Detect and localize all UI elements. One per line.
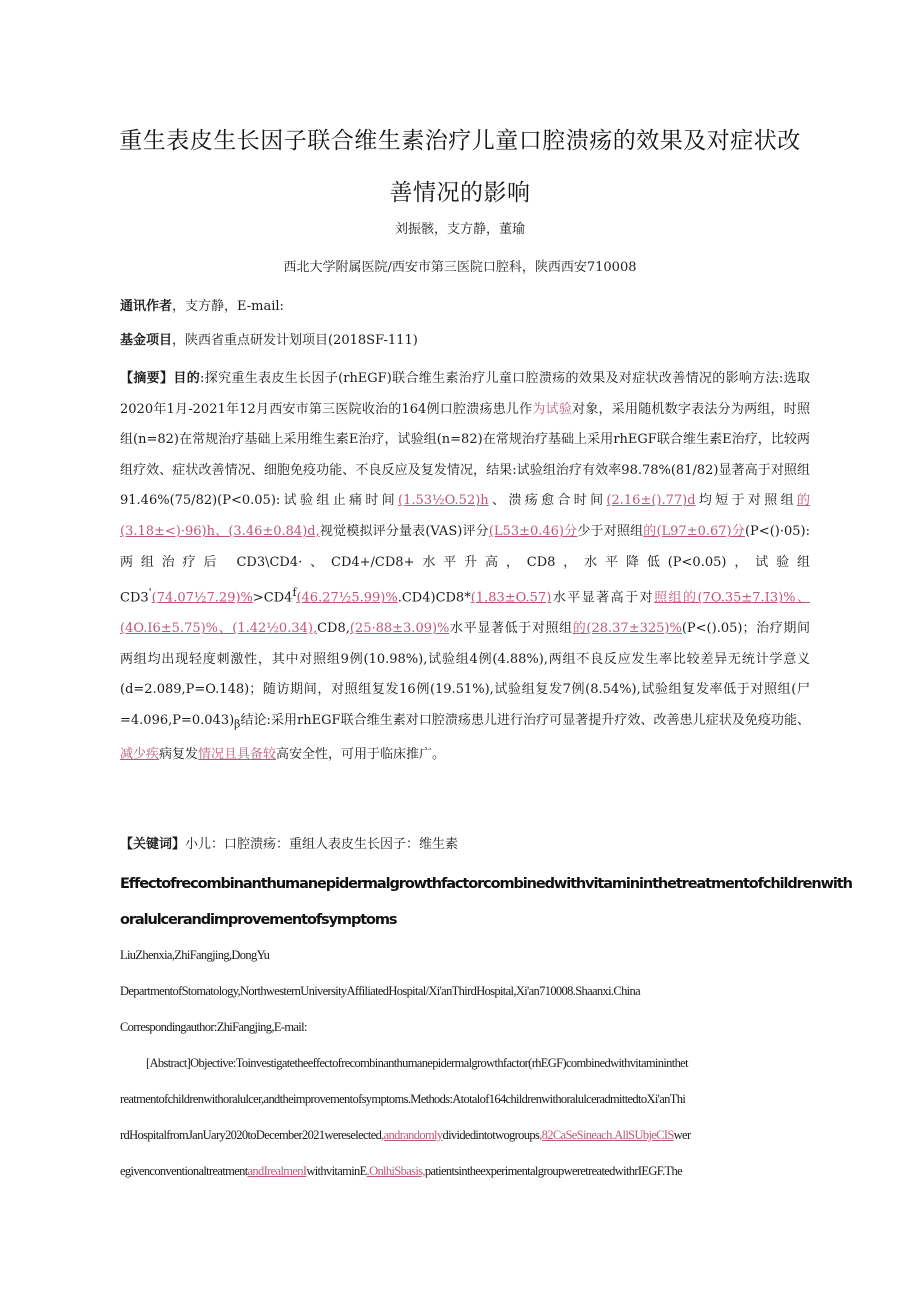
abstract-text: 视觉模拟评分量表(VAS)评分 (319, 523, 489, 539)
author-list: 刘振骸，支方静，董瑜 (394, 222, 525, 237)
abstract-chinese (120, 364, 810, 771)
abstract-text: EGF.The (641, 1164, 683, 1178)
highlight-text: 照组的(7O.35±7.I3)%、(4O.I6±5.75)%、(1.42½0.34), (120, 590, 810, 637)
highlight-text: (2.16±().77)d (606, 493, 696, 509)
english-abstract-line-4 (120, 1164, 810, 1179)
abstract-text: 高安全性，可用于临床推广。 (276, 747, 446, 763)
highlight-text: (1.53½O.52)h (398, 493, 489, 509)
abstract-text: 对象，采用随机数字表法分为两组，时照组(n=82)在常规治疗基础上采用维生素E治疗，试验组(n=82)在常规治疗基础上采用rhEGF联合维生素E治疗，比较两组疗效、症状改善情况、细胞免疫功能、不良反应及复发情况，结果:试验组治疗有效率98.78%(81/82)显著高于对照组91.46%(75/82)(P<0.05):试验组止痛时间 (120, 401, 810, 509)
highlight-text: andIrealmenI (247, 1164, 307, 1178)
abstract-text: 水平显著低于对照组 (449, 621, 573, 637)
abstract-text: 病复发 (159, 747, 199, 763)
abstract-text: .CD4)CD8* (397, 590, 471, 606)
abstract-subscript: β (234, 717, 241, 731)
abstract-text: wer (673, 1128, 691, 1142)
highlight-text: ,82CaSeSineach.AllSUbjeCIS (539, 1128, 674, 1142)
english-abstract-line-1: [Abstract]Objective:Toinvestigatetheeffectofrecombinanthumanepidermalgrowthfactor(rhEGF)combinedwithvitamininthet (146, 1056, 688, 1070)
keywords-text: 小儿：口腔溃疡：重组人表皮生长因子：维生素 (185, 837, 459, 852)
abstract-text: patientsintheexperimentalgroupweretreatedwithrI (424, 1164, 642, 1178)
abstract-text: 水平显著高于对 (551, 590, 655, 606)
english-title-line-2: oralulcerandimprovementofsymptoms (120, 912, 397, 928)
abstract-text: 少于对照组 (577, 523, 644, 539)
highlight-text: 减少疾 (120, 747, 160, 763)
funding-text: ，陕西省重点研发计划项目(2018SF-111) (172, 333, 418, 348)
english-corresponding: Correspondingauthor:ZhiFangjing,E-mail: (120, 1020, 307, 1034)
highlight-text: 为试验 (532, 401, 573, 417)
funding-label: 基金项目 (120, 333, 173, 348)
keywords (120, 835, 810, 855)
abstract-text: withvitaminE (306, 1164, 367, 1178)
abstract-text: (P<().05)；治疗期间两组均出现轻度刺激性，其中对照组9例(10.98%),试验组4例(4.88%),两组不良反应发生率比较差异无统计学意义(d=2.089,P=O.148)；随访期间，对照组复发16例(19.51%),试验组复发7例(8.54%),试验组复发率低于对照组(尸=4.096,P=0.043) (120, 621, 810, 728)
abstract-text: 、溃疡愈合时间 (488, 493, 607, 509)
english-authors: LiuZhenxia,ZhiFangjing,DongYu (120, 948, 270, 962)
abstract-text: CD8, (317, 621, 350, 637)
abstract-text: :探究重生表皮生长因子(rhEGF)联合维生素治疗儿童口腔溃疡的效果及对症状改善情况的影响方法:选取2020年1月-2021年12月西安市第三医院收治的164例口腔溃疡患儿作 (120, 371, 810, 417)
keywords-label: 【关键词】 (120, 837, 186, 852)
highlight-text: (46.27½5.99)% (296, 590, 398, 606)
english-title-line-1: Effectofrecombinanthumanepidermalgrowthfactorcombinedwithvitamininthetreatmentofchildrenwith (120, 876, 852, 892)
corresponding-author (120, 297, 810, 317)
abstract-superscript: ' (148, 586, 152, 600)
abstract-text: egivenconventionaltreatment (120, 1164, 248, 1178)
highlight-text: .OnlhiSbasis, (366, 1164, 425, 1178)
abstract-text: 均短于对照组 (695, 493, 797, 509)
abstract-label: 【摘要】目的 (120, 371, 201, 386)
funding (120, 331, 810, 351)
corresponding-text: ，支方静，E-mail: (172, 299, 284, 314)
highlight-text: 的(28.37±325)% (572, 621, 682, 637)
affiliation: 西北大学附属医院/西安市第三医院口腔科，陕西西安710008 (283, 260, 637, 275)
highlight-text: 的(L97±0.67)分 (643, 523, 745, 539)
english-abstract-line-3 (120, 1128, 810, 1143)
corresponding-label: 通讯作者 (120, 299, 173, 314)
abstract-text: 结论:采用rhEGF联合维生素对口腔溃疡患儿进行治疗可显著提升疗效、改善患儿症状及免疫功能、 (240, 712, 810, 728)
paper-title-line-2: 善情况的影响 (389, 180, 531, 206)
abstract-text: (P<()·05):两组治疗后 CD3\CD4·、CD4+/CD8+水平升高，CD8，水平降低(P<0.05)，试验组CD3 (120, 523, 810, 606)
highlight-text: (25·88±3.09)% (349, 621, 450, 637)
highlight-text: ,andrandomly (381, 1128, 443, 1142)
abstract-text: >CD4 (252, 590, 293, 606)
english-abstract-line-2: reatmentofchildrenwithoralulcer,andtheimprovementofsymptoms.Methods:Atotalof164childrenwithoralulceradmittedtoXi'anThi (120, 1092, 686, 1106)
abstract-text: dividedintotwogroups (442, 1128, 540, 1142)
highlight-text: (L53±0.46)分 (488, 523, 578, 539)
highlight-text: (1.83±O.57) (470, 590, 552, 606)
english-affiliation: DepartmentofStomatology,NorthwesternUniversityAffiliatedHospital/Xi'anThirdHospital,Xi'an710008.Shaanxi.China (120, 984, 641, 998)
highlight-text: 的(3.18±<)·96)h、(3.46±0.84)d, (120, 493, 810, 539)
highlight-text: (74.07½7.29)% (151, 590, 253, 606)
paper-title-line-1: 重生表皮生长因子联合维生素治疗儿童口腔溃疡的效果及对症状改 (119, 128, 801, 154)
abstract-text: rdHospitalfromJanUary2020toDecember2021wereselected (120, 1128, 382, 1142)
abstract-superscript: f (292, 586, 297, 600)
highlight-text: 情况且具备较 (198, 747, 277, 763)
